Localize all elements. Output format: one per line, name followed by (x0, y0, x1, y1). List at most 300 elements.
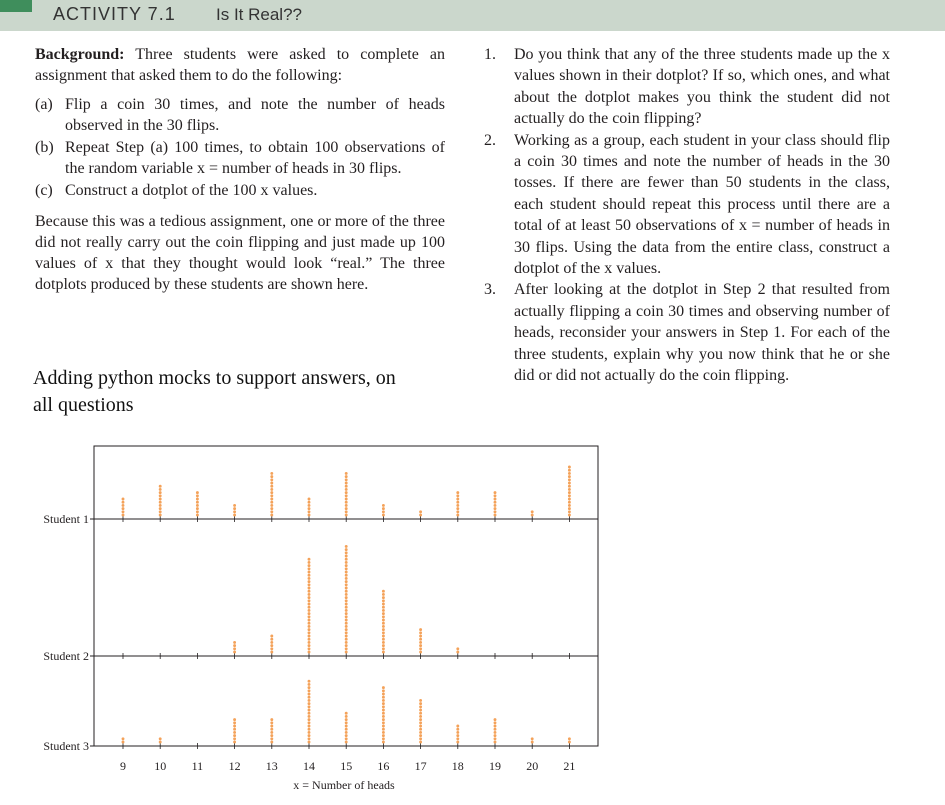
data-dot (568, 482, 571, 485)
data-dot (382, 705, 385, 708)
data-dot (308, 741, 311, 744)
data-dot (308, 599, 311, 602)
data-dot (494, 741, 497, 744)
data-dot (568, 466, 571, 469)
data-dot (419, 734, 422, 737)
data-dot (345, 606, 348, 609)
data-dot (494, 507, 497, 510)
data-dot (233, 728, 236, 731)
data-dot (308, 686, 311, 689)
data-dot (345, 737, 348, 740)
data-dot (345, 504, 348, 507)
question-text: After looking at the dotplot in Step 2 that resulted from actually flipping a coin 30 times and observing number of heads, reconsider your answers in Step 1. For each of the three students, explain why you now think that he or she did or did not actually do the coin flipping. (514, 281, 890, 385)
data-dot (308, 628, 311, 631)
data-dot (196, 501, 199, 504)
x-tick-label: 10 (154, 759, 167, 773)
data-dot (382, 631, 385, 634)
data-dot (382, 699, 385, 702)
data-dot (122, 501, 125, 504)
data-dot (233, 644, 236, 647)
data-dot (345, 615, 348, 618)
data-dot (456, 725, 459, 728)
data-dot (419, 514, 422, 517)
data-dot (382, 741, 385, 744)
data-dot (308, 728, 311, 731)
data-dot (233, 731, 236, 734)
data-dot (308, 583, 311, 586)
data-dot (308, 567, 311, 570)
data-dot (419, 725, 422, 728)
data-dot (345, 721, 348, 724)
data-dot (456, 494, 459, 497)
data-dot (270, 510, 273, 513)
question-text: Working as a group, each student in your class should flip a coin 30 times and note the number of heads in the 30 tosses. If there are fewer than 50 students in the class, each student should repeat this process until there are a total of at least 50 observations of x = number of heads in 30 flips. Using the data from the entire class, construct a dotplot of the x values. (514, 131, 890, 278)
data-dot (270, 501, 273, 504)
data-dot (233, 737, 236, 740)
data-dot (308, 590, 311, 593)
data-dot (270, 647, 273, 650)
data-dot (159, 485, 162, 488)
step-text: Construct a dotplot of the 100 x values. (65, 182, 318, 199)
data-dot (345, 472, 348, 475)
data-dot (382, 728, 385, 731)
data-dot (345, 587, 348, 590)
data-dot (382, 638, 385, 641)
question-number: 2. (484, 131, 496, 149)
data-dot (270, 741, 273, 744)
data-dot (419, 702, 422, 705)
data-dot (382, 606, 385, 609)
data-dot (419, 635, 422, 638)
data-dot (419, 631, 422, 634)
data-dot (270, 635, 273, 638)
data-dot (345, 718, 348, 721)
data-dot (345, 488, 348, 491)
data-dot (308, 606, 311, 609)
data-dot (419, 641, 422, 644)
data-dot (568, 472, 571, 475)
data-dot (345, 574, 348, 577)
data-dot (270, 731, 273, 734)
data-dot (196, 504, 199, 507)
data-dot (345, 564, 348, 567)
data-dot (531, 741, 534, 744)
data-dot (494, 731, 497, 734)
data-dot (308, 580, 311, 583)
data-dot (270, 728, 273, 731)
data-dot (382, 507, 385, 510)
data-dot (233, 507, 236, 510)
data-dot (382, 702, 385, 705)
data-dot (233, 734, 236, 737)
data-dot (308, 501, 311, 504)
data-dot (382, 647, 385, 650)
data-dot (270, 491, 273, 494)
data-dot (196, 491, 199, 494)
data-dot (196, 507, 199, 510)
data-dot (270, 478, 273, 481)
data-dot (345, 603, 348, 606)
data-dot (308, 631, 311, 634)
data-dot (345, 478, 348, 481)
data-dot (122, 741, 125, 744)
data-dot (308, 510, 311, 513)
data-dot (233, 725, 236, 728)
data-dot (159, 498, 162, 501)
data-dot (382, 593, 385, 596)
data-dot (345, 731, 348, 734)
data-dot (456, 737, 459, 740)
data-dot (382, 510, 385, 513)
data-dot (345, 622, 348, 625)
step-text: Repeat Step (a) 100 times, to obtain 100 observations of the random variable x = number of heads in 30 flips. (65, 139, 445, 177)
data-dot (568, 485, 571, 488)
data-dot (345, 641, 348, 644)
x-tick-label: 16 (377, 759, 390, 773)
step-label: (b) (35, 139, 54, 156)
data-dot (568, 737, 571, 740)
data-dot (233, 647, 236, 650)
x-tick-label: 19 (489, 759, 501, 773)
background-intro-text: Three students were asked to complete an assignment that asked them to do the following: (35, 46, 446, 84)
data-dot (270, 734, 273, 737)
data-dot (345, 590, 348, 593)
data-dot (456, 651, 459, 654)
data-dot (308, 721, 311, 724)
data-dot (419, 731, 422, 734)
data-dot (382, 725, 385, 728)
data-dot (494, 734, 497, 737)
data-dot (308, 680, 311, 683)
data-dot (308, 644, 311, 647)
data-dot (345, 482, 348, 485)
question-number: 1. (484, 46, 496, 63)
x-tick-label: 12 (228, 759, 241, 773)
data-dot (568, 507, 571, 510)
data-dot (308, 734, 311, 737)
data-dot (419, 721, 422, 724)
x-tick-label: 21 (563, 759, 576, 773)
data-dot (308, 558, 311, 561)
data-dot (345, 577, 348, 580)
x-tick-label: 17 (414, 759, 427, 773)
data-dot (382, 635, 385, 638)
data-dot (345, 510, 348, 513)
activity-title: Is It Real?? (216, 5, 302, 24)
data-dot (159, 741, 162, 744)
data-dot (270, 485, 273, 488)
x-tick-label: 18 (451, 759, 464, 773)
data-dot (568, 498, 571, 501)
data-dot (456, 731, 459, 734)
data-dot (196, 498, 199, 501)
data-dot (308, 619, 311, 622)
data-dot (308, 731, 311, 734)
data-dot (419, 715, 422, 718)
data-dot (345, 501, 348, 504)
data-dot (308, 507, 311, 510)
data-dot (233, 718, 236, 721)
data-dot (382, 689, 385, 692)
data-dot (494, 718, 497, 721)
data-dot (308, 615, 311, 618)
data-dot (308, 709, 311, 712)
data-dot (308, 504, 311, 507)
data-dot (419, 728, 422, 731)
data-dot (270, 472, 273, 475)
data-dot (159, 501, 162, 504)
data-dot (345, 599, 348, 602)
data-dot (270, 725, 273, 728)
data-dot (382, 619, 385, 622)
data-dot (159, 494, 162, 497)
data-dot (382, 622, 385, 625)
background-paragraph: Because this was a tedious assignment, one or more of the three did not really carry out the coin flipping and just made up 100 values of x that they thought would look “real.” The three dotplots produced by these students are shown here. (35, 213, 445, 293)
data-dot (270, 644, 273, 647)
data-dot (345, 619, 348, 622)
data-dot (270, 504, 273, 507)
x-tick-label: 20 (526, 759, 539, 773)
step-label: (c) (35, 182, 53, 199)
data-dot (382, 651, 385, 654)
step-text: Flip a coin 30 times, and note the number of heads observed in the 30 flips. (65, 96, 445, 134)
data-dot (382, 596, 385, 599)
data-dot (382, 731, 385, 734)
data-dot (456, 498, 459, 501)
data-dot (382, 734, 385, 737)
data-dot (494, 728, 497, 731)
data-dot (382, 514, 385, 517)
data-dot (382, 609, 385, 612)
data-dot (345, 475, 348, 478)
data-dot (345, 583, 348, 586)
data-dot (456, 647, 459, 650)
data-dot (345, 548, 348, 551)
data-dot (382, 603, 385, 606)
data-dot (308, 718, 311, 721)
python-mocks-note: Adding python mocks to support answers, on all questions (33, 367, 396, 416)
data-dot (308, 635, 311, 638)
data-dot (419, 644, 422, 647)
data-dot (382, 625, 385, 628)
data-dot (494, 725, 497, 728)
data-dot (308, 622, 311, 625)
data-dot (233, 721, 236, 724)
data-dot (308, 689, 311, 692)
data-dot (159, 488, 162, 491)
data-dot (159, 514, 162, 517)
data-dot (159, 507, 162, 510)
data-dot (270, 641, 273, 644)
data-dot (270, 514, 273, 517)
data-dot (270, 494, 273, 497)
data-dot (345, 728, 348, 731)
activity-number: ACTIVITY 7.1 (53, 4, 176, 24)
data-dot (456, 514, 459, 517)
data-dot (308, 705, 311, 708)
data-dot (456, 510, 459, 513)
data-dot (308, 725, 311, 728)
x-tick-label: 15 (340, 759, 353, 773)
data-dot (345, 638, 348, 641)
data-dot (308, 571, 311, 574)
data-dot (308, 647, 311, 650)
data-dot (345, 491, 348, 494)
data-dot (345, 561, 348, 564)
data-dot (419, 712, 422, 715)
data-dot (345, 712, 348, 715)
data-dot (494, 498, 497, 501)
data-dot (568, 510, 571, 513)
data-dot (308, 638, 311, 641)
data-dot (419, 741, 422, 744)
student-label: Student 2 (43, 649, 89, 663)
data-dot (196, 514, 199, 517)
data-dot (233, 504, 236, 507)
data-dot (122, 737, 125, 740)
data-dot (308, 641, 311, 644)
student-label: Student 1 (43, 512, 89, 526)
data-dot (345, 741, 348, 744)
data-dot (308, 561, 311, 564)
data-dot (308, 498, 311, 501)
data-dot (382, 696, 385, 699)
data-dot (196, 510, 199, 513)
background-lead: Background: (35, 46, 125, 63)
data-dot (345, 494, 348, 497)
data-dot (345, 507, 348, 510)
data-dot (308, 596, 311, 599)
data-dot (419, 699, 422, 702)
data-dot (382, 721, 385, 724)
x-tick-label: 13 (265, 759, 278, 773)
data-dot (382, 718, 385, 721)
data-dot (419, 647, 422, 650)
data-dot (345, 647, 348, 650)
data-dot (308, 683, 311, 686)
data-dot (345, 715, 348, 718)
data-dot (308, 593, 311, 596)
data-dot (345, 555, 348, 558)
data-dot (308, 603, 311, 606)
data-dot (345, 551, 348, 554)
data-dot (494, 510, 497, 513)
data-dot (494, 737, 497, 740)
data-dot (345, 593, 348, 596)
data-dot (270, 721, 273, 724)
data-dot (122, 507, 125, 510)
data-dot (382, 686, 385, 689)
data-dot (419, 709, 422, 712)
data-dot (382, 628, 385, 631)
question-text: Do you think that any of the three students made up the x values shown in their dotplot? If so, which ones, and what about the dotplot makes you think the student did not actually do the coin flipping? (514, 46, 890, 128)
data-dot (308, 609, 311, 612)
data-dot (122, 504, 125, 507)
data-dot (270, 507, 273, 510)
data-dot (419, 737, 422, 740)
data-dot (456, 507, 459, 510)
data-dot (270, 488, 273, 491)
data-dot (345, 558, 348, 561)
data-dot (568, 504, 571, 507)
data-dot (122, 498, 125, 501)
data-dot (270, 638, 273, 641)
data-dot (531, 737, 534, 740)
data-dot (233, 514, 236, 517)
data-dot (382, 504, 385, 507)
data-dot (382, 641, 385, 644)
data-dot (270, 737, 273, 740)
data-dot (159, 737, 162, 740)
data-dot (308, 715, 311, 718)
data-dot (159, 504, 162, 507)
x-tick-label: 14 (303, 759, 315, 773)
data-dot (494, 514, 497, 517)
data-dot (568, 501, 571, 504)
data-dot (568, 475, 571, 478)
data-dot (233, 741, 236, 744)
data-dot (494, 504, 497, 507)
data-dot (456, 728, 459, 731)
data-dot (419, 628, 422, 631)
data-dot (270, 651, 273, 654)
data-dot (345, 651, 348, 654)
data-dot (345, 625, 348, 628)
data-dot (382, 615, 385, 618)
data-dot (568, 494, 571, 497)
step-label: (a) (35, 96, 53, 113)
data-dot (382, 715, 385, 718)
data-dot (568, 741, 571, 744)
data-dot (308, 612, 311, 615)
data-dot (568, 491, 571, 494)
data-dot (494, 494, 497, 497)
data-dot (345, 545, 348, 548)
data-dot (308, 737, 311, 740)
data-dot (345, 644, 348, 647)
data-dot (419, 718, 422, 721)
data-dot (531, 514, 534, 517)
data-dot (270, 475, 273, 478)
data-dot (345, 635, 348, 638)
data-dot (308, 587, 311, 590)
data-dot (382, 712, 385, 715)
data-dot (382, 612, 385, 615)
data-dot (419, 705, 422, 708)
data-dot (456, 501, 459, 504)
data-dot (494, 491, 497, 494)
data-dot (233, 641, 236, 644)
data-dot (308, 514, 311, 517)
data-dot (308, 696, 311, 699)
data-dot (122, 514, 125, 517)
data-dot (308, 699, 311, 702)
data-dot (382, 590, 385, 593)
data-dot (456, 741, 459, 744)
data-dot (270, 482, 273, 485)
data-dot (345, 596, 348, 599)
x-axis-label: x = Number of heads (293, 778, 395, 792)
data-dot (382, 599, 385, 602)
data-dot (308, 651, 311, 654)
data-dot (233, 651, 236, 654)
data-dot (308, 564, 311, 567)
data-dot (345, 498, 348, 501)
data-dot (494, 721, 497, 724)
data-dot (382, 693, 385, 696)
data-dot (159, 491, 162, 494)
data-dot (270, 718, 273, 721)
